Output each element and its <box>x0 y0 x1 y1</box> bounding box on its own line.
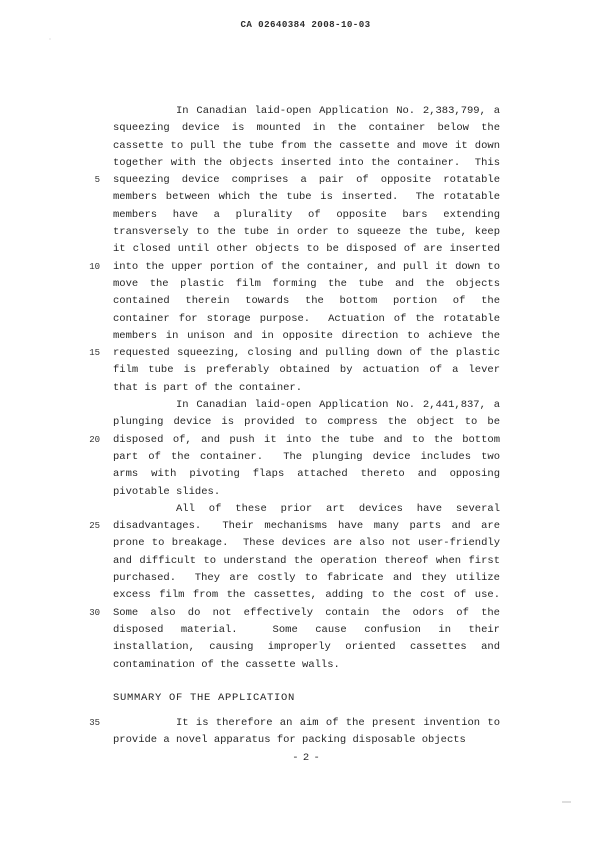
text-line-content: purchased. They are costly to fabricate and they utilize <box>113 572 500 585</box>
text-line <box>65 276 500 293</box>
line-number <box>65 501 100 518</box>
text-line <box>65 587 500 604</box>
line-number <box>65 241 100 258</box>
line-number: 30 <box>89 607 100 618</box>
scan-artifact-dash <box>562 801 571 803</box>
section-heading: SUMMARY OF THE APPLICATION <box>113 691 296 704</box>
text-line <box>65 380 500 397</box>
line-number <box>65 155 100 172</box>
text-line-content: container for storage purpose. Actuation of the rotatable <box>113 312 500 325</box>
text-line <box>65 622 500 639</box>
line-number <box>65 639 100 656</box>
line-number: 15 <box>89 348 100 359</box>
text-line-content: In Canadian laid-open Application No. 2,441,837, a <box>176 399 500 412</box>
text-line <box>65 414 500 431</box>
line-number <box>65 103 100 120</box>
text-line-content: members in unison and in opposite direction to achieve the <box>113 329 500 342</box>
line-number <box>65 622 100 639</box>
text-line-content: disposed of, and push it into the tube and to the bottom <box>113 433 500 446</box>
text-line <box>65 553 500 570</box>
line-number <box>65 311 100 328</box>
text-line-content: film tube is preferably obtained by actuation of a lever <box>113 364 500 377</box>
text-line-content: transversely to the tube in order to squeeze the tube, keep <box>113 226 500 239</box>
document-header: CA 02640384 2008-10-03 <box>240 19 371 30</box>
line-number <box>65 732 100 749</box>
text-line-content: pivotable slides. <box>113 485 221 498</box>
text-line <box>65 484 500 501</box>
text-line <box>65 189 500 206</box>
line-number <box>65 120 100 137</box>
text-line-content: plunging device is provided to compress the object to be <box>113 416 500 429</box>
text-line <box>65 449 500 466</box>
line-number <box>65 570 100 587</box>
text-line-content: installation, causing improperly oriented cassettes and <box>113 641 500 654</box>
text-line <box>65 432 500 449</box>
text-line <box>65 345 500 362</box>
text-line-content: it closed until other objects to be disposed of are inserted <box>113 243 500 256</box>
text-line <box>65 605 500 622</box>
line-number <box>65 657 100 674</box>
text-line-content: cassette to pull the tube from the cassette and move it down <box>113 139 500 152</box>
line-number <box>65 466 100 483</box>
line-number <box>65 362 100 379</box>
text-line <box>65 466 500 483</box>
section-heading-row <box>65 690 500 707</box>
text-line-content: members have a plurality of opposite bars extending <box>113 208 500 221</box>
text-line-content: contamination of the cassette walls. <box>113 658 340 671</box>
text-line-content: excess film from the cassettes, adding to the cost of use. <box>113 589 500 602</box>
text-line <box>65 397 500 414</box>
text-line-content: move the plastic film forming the tube and the objects <box>113 277 500 290</box>
text-line <box>65 259 500 276</box>
line-number <box>65 138 100 155</box>
text-line <box>65 715 500 732</box>
text-line-content: It is therefore an aim of the present invention to <box>176 717 500 730</box>
line-number: 5 <box>94 175 100 186</box>
text-line-content: provide a novel apparatus for packing disposable objects <box>113 734 466 747</box>
text-line-content: and difficult to understand the operation thereof when first <box>113 554 500 567</box>
line-number <box>65 553 100 570</box>
line-number <box>65 276 100 293</box>
line-number: 35 <box>89 718 100 729</box>
text-line-content: disposed material. Some cause confusion in their <box>113 623 500 636</box>
line-number <box>65 207 100 224</box>
body-text <box>65 103 500 750</box>
text-line <box>65 241 500 258</box>
line-number <box>65 484 100 501</box>
line-number <box>65 189 100 206</box>
text-line <box>65 311 500 328</box>
text-line-content: squeezing device is mounted in the container below the <box>113 122 500 135</box>
text-line <box>65 155 500 172</box>
text-line-content: into the upper portion of the container, and pull it down to <box>113 260 500 273</box>
text-line-content: part of the container. The plunging device includes two <box>113 450 500 463</box>
text-line <box>65 138 500 155</box>
text-line-content: disadvantages. Their mechanisms have many parts and are <box>113 520 500 533</box>
line-number <box>65 690 100 707</box>
line-number <box>65 449 100 466</box>
text-line-content: contained therein towards the bottom portion of the <box>113 295 500 308</box>
text-line <box>65 172 500 189</box>
line-number <box>65 587 100 604</box>
line-number <box>65 293 100 310</box>
text-line-content: Some also do not effectively contain the odors of the <box>113 606 500 619</box>
line-number <box>65 414 100 431</box>
text-line-content: that is part of the container. <box>113 381 303 394</box>
line-number: 25 <box>89 521 100 532</box>
text-line <box>65 362 500 379</box>
text-line <box>65 639 500 656</box>
text-line <box>65 657 500 674</box>
text-line <box>65 120 500 137</box>
text-line-content: prone to breakage. These devices are also not user-friendly <box>113 537 500 550</box>
line-number <box>65 328 100 345</box>
text-line <box>65 224 500 241</box>
text-line-content: requested squeezing, closing and pulling down of the plastic <box>113 347 500 360</box>
text-line-content: All of these prior art devices have several <box>176 502 500 515</box>
scan-artifact-dot <box>49 38 51 40</box>
text-line <box>65 518 500 535</box>
line-number <box>65 224 100 241</box>
line-number <box>65 397 100 414</box>
text-line <box>65 207 500 224</box>
text-line <box>65 570 500 587</box>
text-line-content: arms with pivoting flaps attached thereto and opposing <box>113 468 500 481</box>
line-number: 20 <box>89 434 100 445</box>
text-line <box>65 732 500 749</box>
text-line <box>65 501 500 518</box>
text-line <box>65 328 500 345</box>
line-number: 10 <box>89 261 100 272</box>
text-line-content: In Canadian laid-open Application No. 2,383,799, a <box>176 105 500 117</box>
text-line-content: together with the objects inserted into the container. This <box>113 156 500 169</box>
line-number <box>65 535 100 552</box>
line-number <box>65 380 100 397</box>
text-line-content: members between which the tube is inserted. The rotatable <box>113 191 500 204</box>
text-line-content: squeezing device comprises a pair of opposite rotatable <box>113 174 500 187</box>
text-line <box>65 103 500 120</box>
text-line <box>65 535 500 552</box>
page-number: - 2 - <box>292 752 319 764</box>
text-line <box>65 293 500 310</box>
